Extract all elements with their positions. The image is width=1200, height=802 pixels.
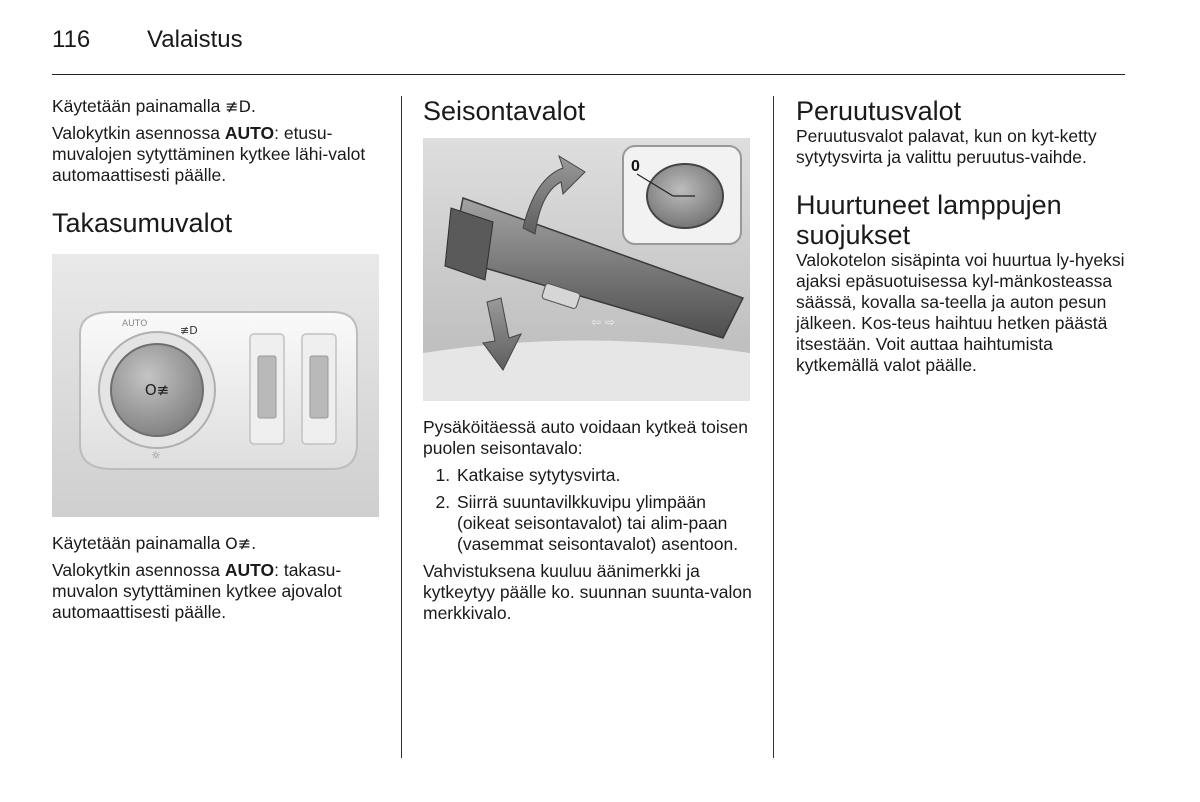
- page-header: [52, 26, 243, 54]
- paragraph-front-fog-auto: [52, 123, 382, 186]
- ignition-position-label: 0: [631, 158, 640, 175]
- text: Käytetään painamalla: [52, 96, 226, 116]
- auto-marking: AUTO: [122, 319, 148, 329]
- instrument-illumination-thumbwheel: [310, 356, 328, 418]
- paragraph-rear-fog-auto: [52, 560, 382, 623]
- auto-label: AUTO: [224, 560, 275, 580]
- dashboard-surface: [423, 341, 750, 402]
- sun-marking-icon: ☼: [151, 449, 161, 462]
- heading-takasumuvalot: Takasumuvalot: [52, 208, 233, 238]
- rear-fog-light-symbol: O≢.: [225, 534, 257, 553]
- column-3: [796, 96, 1126, 382]
- heading-misted-lamps: Huurtuneet lamppujen suojukset: [796, 190, 1062, 250]
- text: Valokytkin asennossa: [52, 560, 225, 580]
- paragraph-rear-fog-use: [52, 533, 382, 554]
- column-divider-2: [773, 96, 774, 758]
- text: : takasu-muvalon sytyttäminen kytkee ajovalot automaattisesti päälle.: [52, 560, 342, 622]
- turn-signal-lever-figure: [423, 138, 750, 401]
- steps-list: [423, 465, 753, 555]
- column-2: [423, 96, 753, 630]
- paragraph-confirmation: Vahvistuksena kuuluu äänimerkki ja kytkeytyy päälle ko. suunnan suunta-valon merkkivalo.: [423, 561, 752, 623]
- text: : etusu-muvalojen sytyttäminen kytkee lähi-valot automaattisesti päälle.: [52, 123, 366, 185]
- light-switch-figure: [52, 254, 379, 517]
- page-number: 116: [52, 26, 91, 53]
- list-item: 1. Katkaise sytytysvirta.: [455, 465, 753, 486]
- list-item: 2. Siirrä suuntavilkkuvipu ylimpään (oikeat seisontavalot) tai alim-paan (vasemmat seisontavalot) asentoon.: [455, 492, 753, 555]
- rear-fog-icon: O≢: [144, 381, 170, 399]
- turn-arrows-marking-icon: ⇦ ⇨: [591, 315, 615, 329]
- heading-seisontavalot: Seisontavalot: [423, 96, 586, 126]
- paragraph-reversing-lights: Peruutusvalot palavat, kun on kyt-ketty sytytysvirta ja valittu peruutus-vaihde.: [796, 126, 1097, 167]
- headlight-range-thumbwheel: [258, 356, 276, 418]
- paragraph-misted-lamps: Valokotelon sisäpinta voi huurtua ly-hyeksi ajaksi epäsuotuisessa kyl-mänkosteassa säässä, kovalla sa-teella ja auton pesun jälkeen. Kos-teus haihtuu hetken päästä itsestään. Voit auttaa haihtumista kytkemällä valot päälle.: [796, 250, 1125, 375]
- page-section-title: Valaistus: [147, 26, 243, 53]
- heading-peruutusvalot: Peruutusvalot: [796, 96, 962, 126]
- column-1: [52, 96, 382, 629]
- auto-label: AUTO: [224, 123, 275, 143]
- column-divider-1: [401, 96, 402, 758]
- front-fog-light-symbol: ≢D.: [225, 97, 256, 116]
- paragraph-front-fog-use: [52, 96, 382, 117]
- header-rule: [52, 74, 1125, 75]
- paragraph-parking-intro: Pysäköitäessä auto voidaan kytkeä toisen puolen seisontavalo:: [423, 417, 748, 458]
- front-fog-marking-icon: ≢D: [180, 324, 198, 337]
- text: Valokytkin asennossa: [52, 123, 225, 143]
- text: Käytetään painamalla: [52, 533, 226, 553]
